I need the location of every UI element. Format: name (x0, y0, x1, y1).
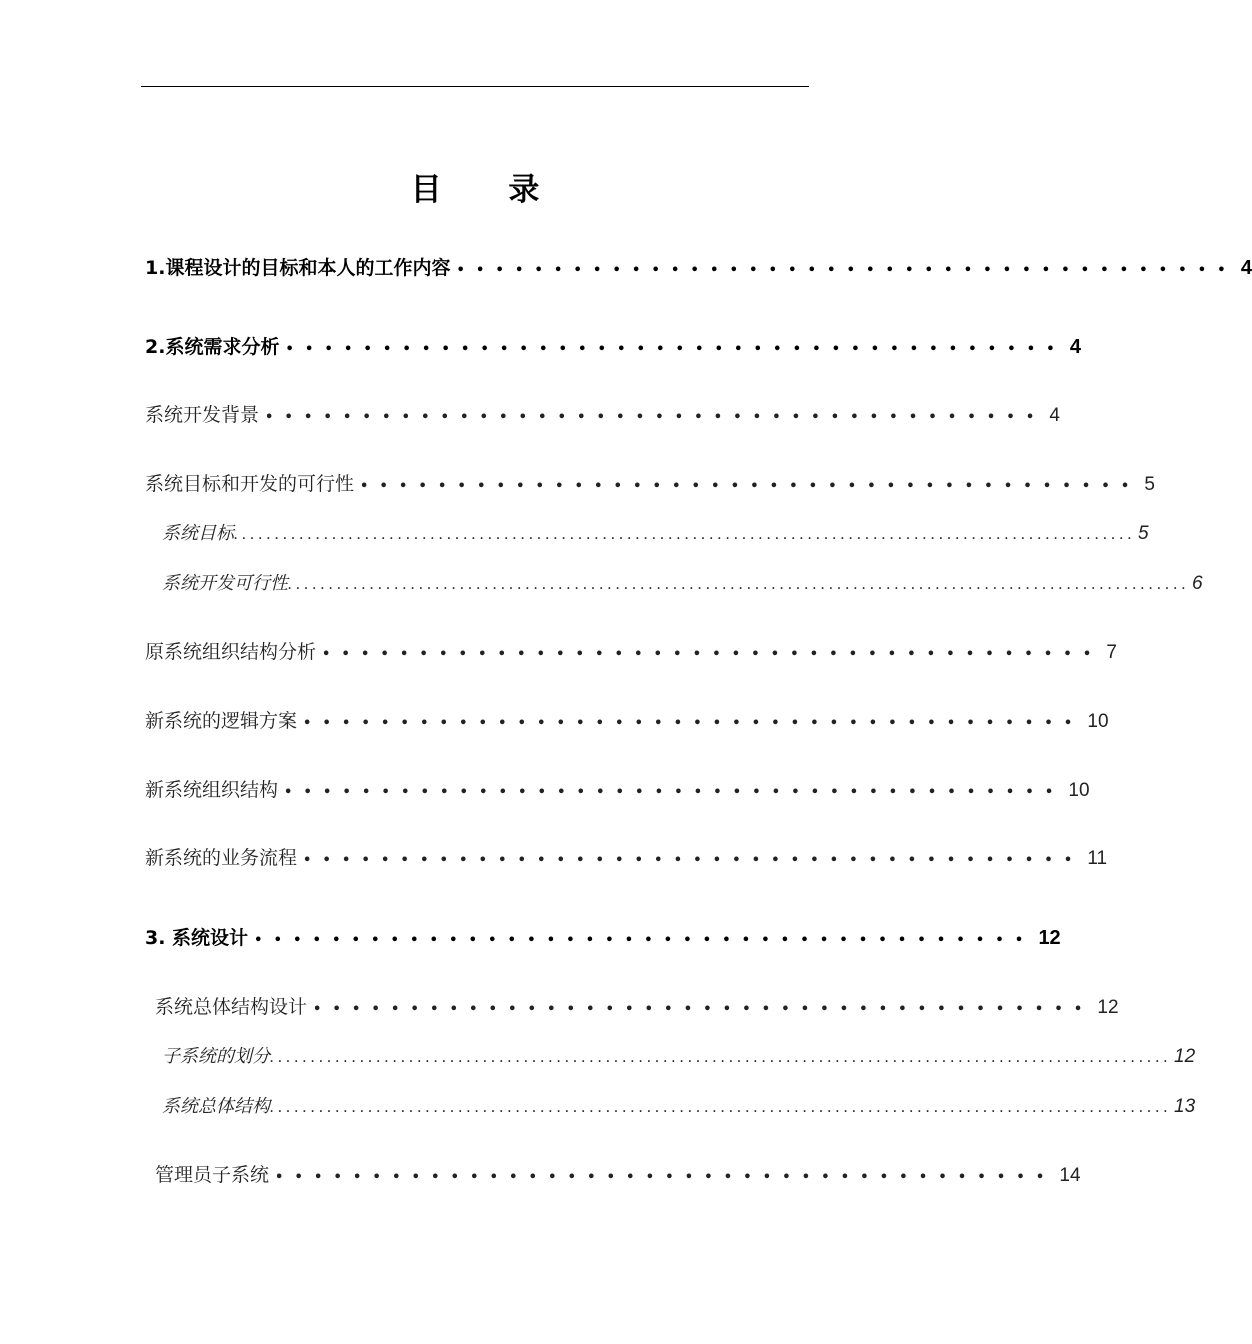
toc-entry-section[interactable] (145, 398, 1060, 432)
toc-entry-subsection[interactable] (162, 517, 1149, 551)
toc-entry-page-number: 6 (1192, 573, 1203, 594)
dot-leader: •••••••••••••••••••••••••••••••••••••••• (303, 853, 1084, 868)
toc-entry-page-number: 11 (1087, 848, 1108, 869)
toc-entry-page-number: 12 (1038, 927, 1061, 949)
toc-entry-subsection[interactable] (162, 1040, 1196, 1074)
dot-leader: •••••••••••••••••••••••••••••••••••••••• (360, 479, 1141, 494)
dot-leader: .............................................................................................................. (270, 1099, 1172, 1116)
toc-title: 目 录 (410, 172, 568, 208)
toc-entry-page-number: 12 (1097, 997, 1119, 1018)
toc-entry-page-number: 12 (1174, 1046, 1196, 1067)
toc-entry-label: 子系统的划分 (162, 1046, 270, 1067)
toc-entry-label: 3. 系统设计 (145, 927, 249, 949)
toc-entry-label: 新系统的业务流程 (145, 847, 298, 869)
toc-entry-label: 系统总体结构 (162, 1096, 270, 1117)
toc-entry-subsection[interactable] (162, 1090, 1196, 1124)
toc-entry-label: 系统总体结构设计 (155, 996, 308, 1018)
toc-entry-subsection[interactable] (162, 567, 1203, 601)
toc-entry-chapter-3[interactable] (145, 921, 1061, 955)
toc-entry-chapter-2[interactable] (145, 330, 1081, 364)
toc-entry-section[interactable] (145, 467, 1155, 501)
toc-entry-page-number: 5 (1138, 523, 1149, 544)
dot-leader: •••••••••••••••••••••••••••••••••••••••• (456, 263, 1237, 278)
toc-entry-page-number: 4 (1069, 336, 1081, 358)
toc-entry-page-number: 14 (1059, 1165, 1081, 1186)
toc-entry-label: 新系统组织结构 (145, 779, 279, 801)
toc-entry-label: 系统开发背景 (145, 404, 260, 426)
dot-leader: .............................................................................................................. (288, 576, 1190, 593)
dot-leader: •••••••••••••••••••••••••••••••••••••••• (284, 785, 1065, 800)
dot-leader: •••••••••••••••••••••••••••••••••••••••• (254, 933, 1035, 948)
toc-entry-chapter-1[interactable] (145, 251, 1252, 285)
toc-entry-label: 系统目标 (162, 523, 234, 544)
toc-entry-section[interactable] (145, 704, 1109, 738)
toc-entry-page-number: 10 (1068, 780, 1090, 801)
toc-entry-page-number: 13 (1174, 1096, 1196, 1117)
dot-leader: •••••••••••••••••••••••••••••••••••••••• (303, 716, 1084, 731)
header-rule (141, 86, 809, 87)
dot-leader: •••••••••••••••••••••••••••••••••••••••• (285, 342, 1066, 357)
toc-entry-label: 1.课程设计的目标和本人的工作内容 (145, 257, 451, 279)
toc-entry-label: 系统开发可行性 (162, 573, 288, 594)
toc-entry-label: 新系统的逻辑方案 (145, 710, 298, 732)
toc-entry-section[interactable] (145, 635, 1117, 669)
toc-entry-page-number: 4 (1049, 405, 1060, 426)
toc-entry-page-number: 7 (1106, 642, 1117, 663)
toc-entry-page-number: 10 (1087, 711, 1109, 732)
toc-entry-label: 系统目标和开发的可行性 (145, 473, 355, 495)
dot-leader: •••••••••••••••••••••••••••••••••••••••• (313, 1002, 1094, 1017)
dot-leader: .............................................................................................................. (234, 526, 1136, 543)
toc-entry-section[interactable] (145, 773, 1090, 807)
toc-entry-page-number: 4 (1240, 257, 1252, 279)
dot-leader: •••••••••••••••••••••••••••••••••••••••• (322, 647, 1103, 662)
toc-entry-label: 2.系统需求分析 (145, 336, 280, 358)
toc-entry-section[interactable] (145, 841, 1108, 875)
toc-entry-section[interactable] (155, 990, 1119, 1024)
toc-entry-section[interactable] (155, 1158, 1081, 1192)
dot-leader: •••••••••••••••••••••••••••••••••••••••• (275, 1170, 1056, 1185)
dot-leader: •••••••••••••••••••••••••••••••••••••••• (265, 410, 1046, 425)
toc-entry-page-number: 5 (1144, 474, 1155, 495)
dot-leader: .............................................................................................................. (270, 1049, 1172, 1066)
toc-entry-label: 原系统组织结构分析 (145, 641, 317, 663)
toc-entry-label: 管理员子系统 (155, 1164, 270, 1186)
